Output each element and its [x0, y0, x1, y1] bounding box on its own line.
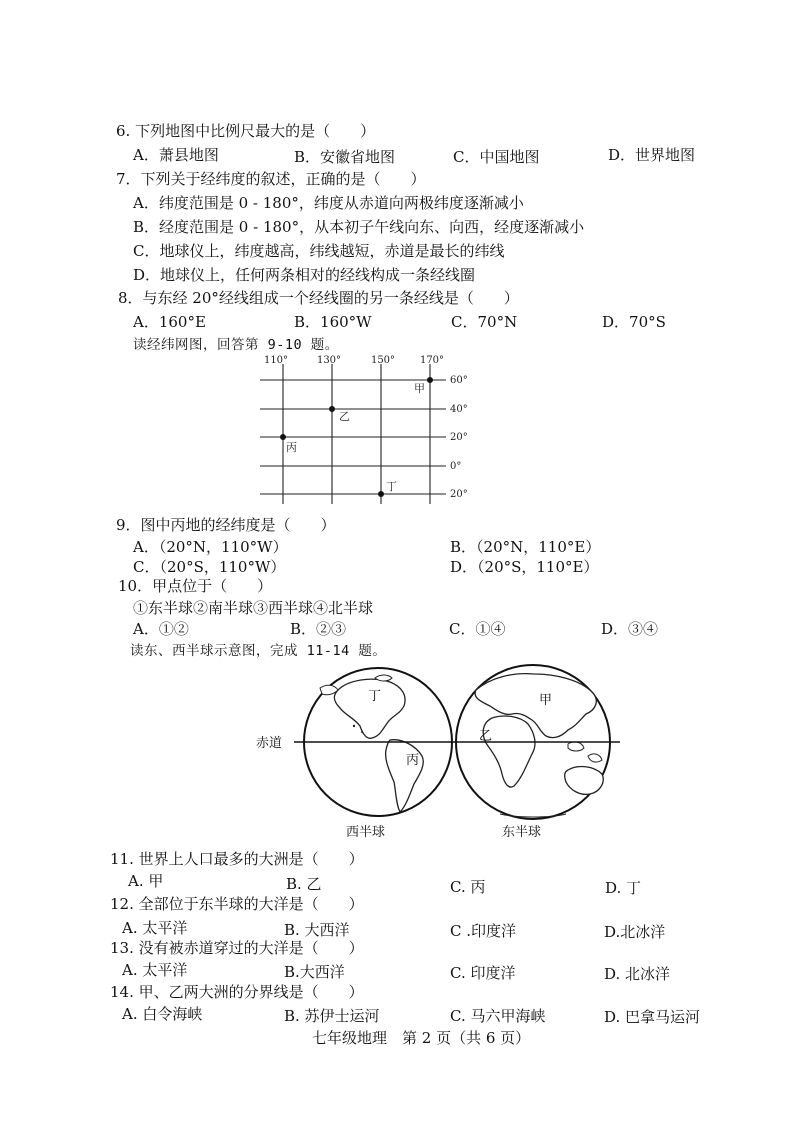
- hemisphere-figure: [250, 660, 770, 845]
- q10-option-d[interactable]: D．③④: [601, 620, 659, 638]
- lat-label-0: 0°: [450, 461, 462, 472]
- hemisphere-intro-note: 读东、西半球示意图，完成 11-14 题。: [130, 643, 387, 659]
- question-12-stem: 12. 全部位于东半球的大洋是（ ）: [110, 895, 364, 913]
- point-jia-dot: [427, 377, 433, 383]
- point-jia-label: 甲: [414, 382, 425, 395]
- question-7-stem: 7．下列关于经纬度的叙述，正确的是（ ）: [116, 170, 426, 188]
- q6-option-d[interactable]: D．世界地图: [608, 146, 696, 164]
- q10-choices: ①东半球②南半球③西半球④北半球: [133, 599, 374, 617]
- question-14-stem: 14. 甲、乙两大洲的分界线是（ ）: [110, 983, 364, 1001]
- q6-option-a[interactable]: A．萧县地图: [133, 146, 219, 164]
- question-10-stem: 10．甲点位于（ ）: [118, 577, 273, 595]
- question-11-stem: 11. 世界上人口最多的大洲是（ ）: [110, 850, 364, 868]
- lon-label-110: 110°: [263, 355, 289, 366]
- label-bing: 丙: [406, 753, 420, 768]
- point-yi-dot: [329, 406, 335, 412]
- q13-option-c[interactable]: C. 印度洋: [450, 964, 516, 982]
- question-13-stem: 13. 没有被赤道穿过的大洋是（ ）: [110, 939, 364, 957]
- q9-option-b[interactable]: B．（20°N，110°E）: [450, 538, 601, 556]
- q11-option-b[interactable]: B. 乙: [286, 875, 322, 893]
- q12-option-a[interactable]: A. 太平洋: [122, 919, 188, 937]
- q14-option-a[interactable]: A. 白令海峡: [122, 1005, 203, 1023]
- label-ding: 丁: [368, 689, 382, 704]
- grid-intro-note: 读经纬网图，回答第 9-10 题。: [133, 337, 339, 353]
- question-9-stem: 9．图中丙地的经纬度是（ ）: [116, 516, 336, 534]
- q12-option-c[interactable]: C .印度洋: [450, 922, 517, 940]
- lat-label-60: 60°: [450, 375, 468, 386]
- q7-option-a[interactable]: A．纬度范围是 0 - 180°，纬度从赤道向两极纬度逐渐减小: [133, 194, 524, 212]
- label-yi: 乙: [479, 729, 493, 744]
- q9-option-a[interactable]: A．（20°N，110°W）: [133, 538, 288, 556]
- q11-option-a[interactable]: A. 甲: [128, 872, 164, 890]
- q13-option-b[interactable]: B.大西洋: [284, 963, 345, 981]
- q7-option-b[interactable]: B．经度范围是 0 - 180°，从本初子午线向东、向西，经度逐渐减小: [133, 218, 585, 236]
- page-footer: 七年级地理 第 2 页（共 6 页）: [312, 1029, 531, 1047]
- q14-option-d[interactable]: D. 巴拿马运河: [604, 1008, 701, 1026]
- q12-option-b[interactable]: B. 大西洋: [284, 921, 350, 939]
- lon-label-170: 170°: [419, 355, 445, 366]
- lat-long-grid-figure: [250, 350, 470, 508]
- lon-label-150: 150°: [370, 355, 396, 366]
- question-6-stem: 6. 下列地图中比例尺最大的是（ ）: [116, 122, 376, 140]
- q11-option-c[interactable]: C. 丙: [450, 878, 486, 896]
- east-hemisphere-label: 东半球: [502, 825, 542, 840]
- point-ding-dot: [378, 491, 384, 497]
- lon-label-130: 130°: [316, 355, 342, 366]
- q6-option-b[interactable]: B．安徽省地图: [294, 148, 396, 166]
- point-bing-dot: [280, 434, 286, 440]
- question-8-stem: 8．与东经 20°经线组成一个经线圈的另一条经线是（ ）: [118, 289, 519, 307]
- label-jia: 甲: [539, 693, 553, 708]
- q6-option-c[interactable]: C．中国地图: [453, 148, 540, 166]
- q8-option-a[interactable]: A．160°E: [133, 313, 206, 331]
- q14-option-b[interactable]: B. 苏伊士运河: [284, 1007, 380, 1025]
- q13-option-a[interactable]: A. 太平洋: [122, 961, 188, 979]
- q7-option-c[interactable]: C．地球仪上，纬度越高，纬线越短，赤道是最长的纬线: [133, 242, 505, 260]
- equator-label: 赤道: [256, 736, 283, 751]
- q9-option-c[interactable]: C．（20°S，110°W）: [133, 558, 286, 576]
- lat-label-20n: 20°: [450, 432, 468, 443]
- q8-option-c[interactable]: C．70°N: [451, 313, 518, 331]
- q10-option-c[interactable]: C．①④: [449, 620, 506, 638]
- q7-option-d[interactable]: D．地球仪上，任何两条相对的经线构成一条经线圈: [133, 266, 476, 284]
- west-hemisphere-label: 西半球: [346, 825, 386, 840]
- q9-option-d[interactable]: D．（20°S，110°E）: [450, 558, 599, 576]
- q8-option-d[interactable]: D．70°S: [602, 313, 666, 331]
- point-bing-label: 丙: [286, 441, 297, 454]
- q10-option-b[interactable]: B．②③: [290, 620, 347, 638]
- q11-option-d[interactable]: D. 丁: [605, 879, 642, 897]
- point-ding-label: 丁: [386, 480, 397, 493]
- lat-label-40: 40°: [450, 404, 468, 415]
- q13-option-d[interactable]: D. 北冰洋: [604, 965, 671, 983]
- q12-option-d[interactable]: D.北冰洋: [604, 923, 666, 941]
- point-yi-label: 乙: [339, 410, 350, 423]
- q14-option-c[interactable]: C. 马六甲海峡: [450, 1007, 546, 1025]
- lat-label-20s: 20°: [450, 489, 468, 500]
- q10-option-a[interactable]: A．①②: [133, 620, 189, 638]
- q8-option-b[interactable]: B．160°W: [294, 313, 372, 331]
